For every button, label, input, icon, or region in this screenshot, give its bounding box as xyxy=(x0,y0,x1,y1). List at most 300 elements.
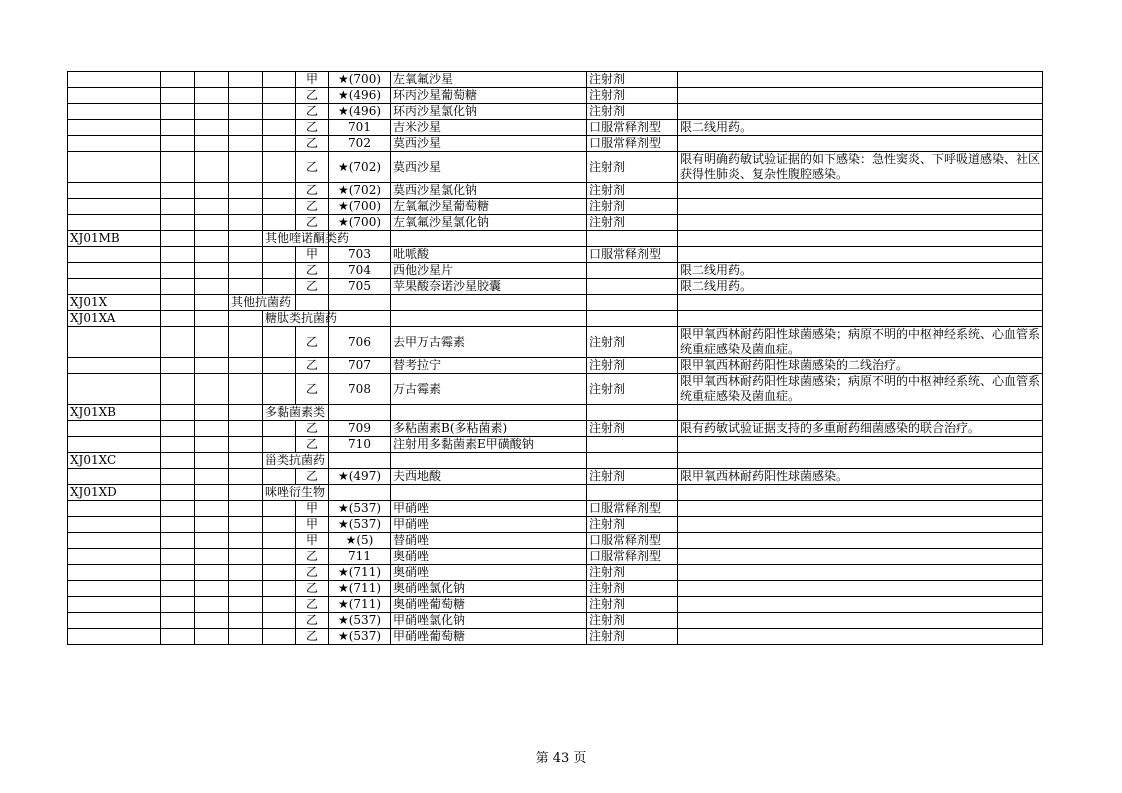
spacer-cell xyxy=(161,136,195,152)
drug-number: ★(702) xyxy=(329,183,391,199)
insurance-category: 乙 xyxy=(296,565,329,581)
dosage-form: 口服常释剂型 xyxy=(587,501,678,517)
drug-number: 707 xyxy=(329,358,391,374)
code-cell xyxy=(68,421,161,437)
remark xyxy=(678,88,1043,104)
spacer-cell xyxy=(391,231,587,247)
drug-row xyxy=(68,437,1043,453)
spacer-cell xyxy=(195,629,229,645)
spacer-cell xyxy=(161,72,195,88)
code-cell xyxy=(68,533,161,549)
drug-row xyxy=(68,247,1043,263)
insurance-category: 乙 xyxy=(296,581,329,597)
spacer-cell xyxy=(161,295,195,311)
drug-number: 704 xyxy=(329,263,391,279)
remark xyxy=(678,565,1043,581)
drug-row xyxy=(68,421,1043,437)
category-row xyxy=(68,453,1043,469)
code-cell xyxy=(68,263,161,279)
spacer-cell xyxy=(195,231,229,247)
spacer-cell xyxy=(229,374,263,405)
code-cell xyxy=(68,613,161,629)
spacer-cell xyxy=(229,152,263,183)
drug-row xyxy=(68,183,1043,199)
spacer-cell xyxy=(391,405,587,421)
spacer-cell xyxy=(229,501,263,517)
code-cell xyxy=(68,120,161,136)
dosage-form xyxy=(587,279,678,295)
insurance-category: 甲 xyxy=(296,517,329,533)
dosage-form: 注射剂 xyxy=(587,374,678,405)
spacer-cell xyxy=(195,517,229,533)
dosage-form: 注射剂 xyxy=(587,629,678,645)
spacer-cell xyxy=(587,231,678,247)
code-cell xyxy=(68,152,161,183)
remark xyxy=(678,629,1043,645)
drug-row xyxy=(68,199,1043,215)
category-label: 其他喹诺酮类药 xyxy=(263,231,329,247)
remark: 限二线用药。 xyxy=(678,120,1043,136)
spacer-cell xyxy=(195,247,229,263)
insurance-category: 乙 xyxy=(296,88,329,104)
remark: 限有明确药敏试验证据的如下感染：急性窦炎、下呼吸道感染、社区获得性肺炎、复杂性腹腔感染。 xyxy=(678,152,1043,183)
spacer-cell xyxy=(161,311,195,327)
drug-row xyxy=(68,581,1043,597)
remark: 限二线用药。 xyxy=(678,279,1043,295)
spacer-cell xyxy=(678,405,1043,421)
insurance-category: 乙 xyxy=(296,629,329,645)
insurance-category: 乙 xyxy=(296,183,329,199)
dosage-form: 注射剂 xyxy=(587,104,678,120)
code-cell xyxy=(68,88,161,104)
spacer-cell xyxy=(195,88,229,104)
drug-name: 甲硝唑氯化钠 xyxy=(391,613,587,629)
remark xyxy=(678,533,1043,549)
remark xyxy=(678,199,1043,215)
spacer-cell xyxy=(587,311,678,327)
drug-number: ★(537) xyxy=(329,517,391,533)
drug-name: 左氧氟沙星氯化钠 xyxy=(391,215,587,231)
code-cell xyxy=(68,581,161,597)
spacer-cell xyxy=(263,517,296,533)
spacer-cell xyxy=(329,485,391,501)
drug-row xyxy=(68,104,1043,120)
spacer-cell xyxy=(678,231,1043,247)
spacer-cell xyxy=(229,88,263,104)
spacer-cell xyxy=(195,533,229,549)
remark xyxy=(678,437,1043,453)
spacer-cell xyxy=(229,311,263,327)
drug-number: ★(537) xyxy=(329,629,391,645)
drug-catalog-table xyxy=(67,71,1043,645)
spacer-cell xyxy=(161,501,195,517)
spacer-cell xyxy=(229,581,263,597)
spacer-cell xyxy=(229,405,263,421)
spacer-cell xyxy=(195,501,229,517)
spacer-cell xyxy=(587,405,678,421)
remark xyxy=(678,581,1043,597)
drug-number: 705 xyxy=(329,279,391,295)
spacer-cell xyxy=(195,72,229,88)
spacer-cell xyxy=(229,279,263,295)
spacer-cell xyxy=(229,358,263,374)
spacer-cell xyxy=(263,565,296,581)
insurance-category: 乙 xyxy=(296,437,329,453)
drug-name: 吉米沙星 xyxy=(391,120,587,136)
spacer-cell xyxy=(229,247,263,263)
spacer-cell xyxy=(263,581,296,597)
spacer-cell xyxy=(229,120,263,136)
dosage-form: 口服常释剂型 xyxy=(587,120,678,136)
remark xyxy=(678,72,1043,88)
spacer-cell xyxy=(229,327,263,358)
dosage-form: 注射剂 xyxy=(587,215,678,231)
drug-name: 去甲万古霉素 xyxy=(391,327,587,358)
dosage-form: 注射剂 xyxy=(587,613,678,629)
spacer-cell xyxy=(229,215,263,231)
drug-number: ★(700) xyxy=(329,215,391,231)
spacer-cell xyxy=(229,183,263,199)
spacer-cell xyxy=(195,565,229,581)
spacer-cell xyxy=(229,533,263,549)
code-cell xyxy=(68,597,161,613)
remark xyxy=(678,104,1043,120)
spacer-cell xyxy=(195,183,229,199)
spacer-cell xyxy=(229,613,263,629)
dosage-form: 注射剂 xyxy=(587,565,678,581)
spacer-cell xyxy=(195,104,229,120)
insurance-category: 乙 xyxy=(296,374,329,405)
spacer-cell xyxy=(195,613,229,629)
category-label: 甾类抗菌药 xyxy=(263,453,329,469)
dosage-form: 注射剂 xyxy=(587,327,678,358)
category-code: XJ01MB xyxy=(68,231,161,247)
spacer-cell xyxy=(195,581,229,597)
spacer-cell xyxy=(161,358,195,374)
dosage-form: 注射剂 xyxy=(587,72,678,88)
drug-row xyxy=(68,88,1043,104)
code-cell xyxy=(68,199,161,215)
spacer-cell xyxy=(161,581,195,597)
insurance-category: 乙 xyxy=(296,549,329,565)
drug-number: ★(496) xyxy=(329,104,391,120)
spacer-cell xyxy=(678,485,1043,501)
code-cell xyxy=(68,501,161,517)
dosage-form xyxy=(587,263,678,279)
insurance-category: 乙 xyxy=(296,215,329,231)
spacer-cell xyxy=(587,453,678,469)
insurance-category: 乙 xyxy=(296,104,329,120)
remark xyxy=(678,549,1043,565)
spacer-cell xyxy=(161,533,195,549)
spacer-cell xyxy=(229,199,263,215)
dosage-form: 注射剂 xyxy=(587,88,678,104)
code-cell xyxy=(68,358,161,374)
code-cell xyxy=(68,517,161,533)
spacer-cell xyxy=(161,215,195,231)
code-cell xyxy=(68,565,161,581)
spacer-cell xyxy=(263,279,296,295)
spacer-cell xyxy=(263,358,296,374)
code-cell xyxy=(68,549,161,565)
spacer-cell xyxy=(229,453,263,469)
drug-row xyxy=(68,533,1043,549)
spacer-cell xyxy=(678,295,1043,311)
drug-row xyxy=(68,120,1043,136)
drug-row xyxy=(68,469,1043,485)
drug-number: ★(711) xyxy=(329,565,391,581)
insurance-category: 甲 xyxy=(296,247,329,263)
drug-name: 奥硝唑氯化钠 xyxy=(391,581,587,597)
spacer-cell xyxy=(263,136,296,152)
remark xyxy=(678,136,1043,152)
dosage-form: 注射剂 xyxy=(587,199,678,215)
remark xyxy=(678,183,1043,199)
drug-row xyxy=(68,629,1043,645)
spacer-cell xyxy=(229,549,263,565)
spacer-cell xyxy=(195,597,229,613)
spacer-cell xyxy=(195,327,229,358)
drug-name: 甲硝唑 xyxy=(391,501,587,517)
spacer-cell xyxy=(195,311,229,327)
spacer-cell xyxy=(678,453,1043,469)
spacer-cell xyxy=(195,199,229,215)
code-cell xyxy=(68,629,161,645)
spacer-cell xyxy=(161,613,195,629)
spacer-cell xyxy=(263,263,296,279)
dosage-form: 注射剂 xyxy=(587,183,678,199)
spacer-cell xyxy=(391,485,587,501)
spacer-cell xyxy=(161,453,195,469)
dosage-form: 注射剂 xyxy=(587,597,678,613)
category-code: XJ01XB xyxy=(68,405,161,421)
category-row xyxy=(68,405,1043,421)
drug-row xyxy=(68,565,1043,581)
drug-number: ★(497) xyxy=(329,469,391,485)
drug-row xyxy=(68,215,1043,231)
category-row xyxy=(68,485,1043,501)
insurance-category: 乙 xyxy=(296,421,329,437)
spacer-cell xyxy=(229,629,263,645)
category-label: 其他抗菌药 xyxy=(229,295,296,311)
spacer-cell xyxy=(161,597,195,613)
spacer-cell xyxy=(195,136,229,152)
spacer-cell xyxy=(161,517,195,533)
drug-name: 夫西地酸 xyxy=(391,469,587,485)
spacer-cell xyxy=(296,295,329,311)
spacer-cell xyxy=(229,263,263,279)
remark xyxy=(678,613,1043,629)
drug-name: 环丙沙星葡萄糖 xyxy=(391,88,587,104)
spacer-cell xyxy=(229,136,263,152)
spacer-cell xyxy=(195,485,229,501)
spacer-cell xyxy=(161,120,195,136)
spacer-cell xyxy=(229,565,263,581)
spacer-cell xyxy=(263,199,296,215)
spacer-cell xyxy=(161,152,195,183)
code-cell xyxy=(68,104,161,120)
spacer-cell xyxy=(195,215,229,231)
remark: 限有药敏试验证据支持的多重耐药细菌感染的联合治疗。 xyxy=(678,421,1043,437)
drug-number: ★(702) xyxy=(329,152,391,183)
spacer-cell xyxy=(229,469,263,485)
drug-name: 莫西沙星 xyxy=(391,152,587,183)
insurance-category: 甲 xyxy=(296,72,329,88)
spacer-cell xyxy=(195,549,229,565)
remark xyxy=(678,247,1043,263)
drug-number: 706 xyxy=(329,327,391,358)
spacer-cell xyxy=(263,72,296,88)
spacer-cell xyxy=(161,485,195,501)
dosage-form xyxy=(587,437,678,453)
drug-number: ★(496) xyxy=(329,88,391,104)
page-number: 第 43 页 xyxy=(535,751,587,766)
drug-number: ★(711) xyxy=(329,581,391,597)
drug-number: ★(700) xyxy=(329,199,391,215)
drug-name: 多粘菌素B(多粘菌素) xyxy=(391,421,587,437)
remark xyxy=(678,597,1043,613)
spacer-cell xyxy=(161,263,195,279)
spacer-cell xyxy=(161,88,195,104)
drug-row xyxy=(68,152,1043,183)
spacer-cell xyxy=(263,421,296,437)
drug-row xyxy=(68,501,1043,517)
drug-name: 注射用多黏菌素E甲磺酸钠 xyxy=(391,437,587,453)
insurance-category: 乙 xyxy=(296,136,329,152)
spacer-cell xyxy=(263,327,296,358)
drug-name: 苹果酸奈诺沙星胶囊 xyxy=(391,279,587,295)
spacer-cell xyxy=(263,501,296,517)
spacer-cell xyxy=(195,279,229,295)
table-body xyxy=(68,72,1043,645)
category-code: XJ01XC xyxy=(68,453,161,469)
spacer-cell xyxy=(161,469,195,485)
dosage-form: 注射剂 xyxy=(587,152,678,183)
insurance-category: 乙 xyxy=(296,263,329,279)
spacer-cell xyxy=(229,72,263,88)
drug-row xyxy=(68,374,1043,405)
drug-number: 701 xyxy=(329,120,391,136)
drug-number: 710 xyxy=(329,437,391,453)
drug-row xyxy=(68,597,1043,613)
drug-row xyxy=(68,549,1043,565)
spacer-cell xyxy=(263,247,296,263)
category-label: 多黏菌素类 xyxy=(263,405,329,421)
insurance-category: 乙 xyxy=(296,469,329,485)
code-cell xyxy=(68,183,161,199)
drug-number: 702 xyxy=(329,136,391,152)
spacer-cell xyxy=(161,374,195,405)
spacer-cell xyxy=(195,437,229,453)
spacer-cell xyxy=(391,311,587,327)
category-row xyxy=(68,231,1043,247)
drug-name: 奥硝唑葡萄糖 xyxy=(391,597,587,613)
drug-name: 替考拉宁 xyxy=(391,358,587,374)
dosage-form: 口服常释剂型 xyxy=(587,136,678,152)
drug-number: ★(537) xyxy=(329,501,391,517)
spacer-cell xyxy=(263,183,296,199)
drug-number: 708 xyxy=(329,374,391,405)
drug-name: 吡哌酸 xyxy=(391,247,587,263)
drug-name: 万古霉素 xyxy=(391,374,587,405)
spacer-cell xyxy=(263,120,296,136)
code-cell xyxy=(68,469,161,485)
dosage-form: 注射剂 xyxy=(587,421,678,437)
category-code: XJ01XD xyxy=(68,485,161,501)
drug-name: 奥硝唑 xyxy=(391,565,587,581)
spacer-cell xyxy=(329,405,391,421)
spacer-cell xyxy=(195,358,229,374)
code-cell xyxy=(68,72,161,88)
spacer-cell xyxy=(263,88,296,104)
drug-name: 替硝唑 xyxy=(391,533,587,549)
remark: 限甲氧西林耐药阳性球菌感染；病原不明的中枢神经系统、心血管系统重症感染及菌血症。 xyxy=(678,327,1043,358)
drug-number: 709 xyxy=(329,421,391,437)
spacer-cell xyxy=(263,549,296,565)
drug-row xyxy=(68,358,1043,374)
remark xyxy=(678,501,1043,517)
drug-number: ★(5) xyxy=(329,533,391,549)
spacer-cell xyxy=(229,597,263,613)
drug-number: ★(537) xyxy=(329,613,391,629)
spacer-cell xyxy=(161,629,195,645)
spacer-cell xyxy=(263,215,296,231)
spacer-cell xyxy=(161,421,195,437)
drug-name: 左氧氟沙星 xyxy=(391,72,587,88)
insurance-category: 乙 xyxy=(296,279,329,295)
spacer-cell xyxy=(195,453,229,469)
insurance-category: 乙 xyxy=(296,152,329,183)
remark: 限甲氧西林耐药阳性球菌感染。 xyxy=(678,469,1043,485)
spacer-cell xyxy=(195,120,229,136)
drug-name: 环丙沙星氯化钠 xyxy=(391,104,587,120)
drug-row xyxy=(68,327,1043,358)
dosage-form: 口服常释剂型 xyxy=(587,549,678,565)
spacer-cell xyxy=(161,405,195,421)
spacer-cell xyxy=(161,565,195,581)
remark xyxy=(678,215,1043,231)
spacer-cell xyxy=(391,295,587,311)
spacer-cell xyxy=(229,104,263,120)
spacer-cell xyxy=(161,549,195,565)
spacer-cell xyxy=(161,231,195,247)
spacer-cell xyxy=(161,327,195,358)
insurance-category: 乙 xyxy=(296,358,329,374)
insurance-category: 乙 xyxy=(296,120,329,136)
category-label: 咪唑衍生物 xyxy=(263,485,329,501)
spacer-cell xyxy=(229,437,263,453)
insurance-category: 乙 xyxy=(296,597,329,613)
spacer-cell xyxy=(161,437,195,453)
spacer-cell xyxy=(263,533,296,549)
drug-number: 711 xyxy=(329,549,391,565)
spacer-cell xyxy=(329,311,391,327)
category-code: XJ01XA xyxy=(68,311,161,327)
insurance-category: 乙 xyxy=(296,199,329,215)
spacer-cell xyxy=(229,485,263,501)
spacer-cell xyxy=(229,421,263,437)
dosage-form: 口服常释剂型 xyxy=(587,247,678,263)
drug-number: ★(700) xyxy=(329,72,391,88)
spacer-cell xyxy=(161,104,195,120)
drug-row xyxy=(68,72,1043,88)
spacer-cell xyxy=(195,152,229,183)
spacer-cell xyxy=(229,517,263,533)
spacer-cell xyxy=(161,247,195,263)
code-cell xyxy=(68,374,161,405)
spacer-cell xyxy=(587,485,678,501)
spacer-cell xyxy=(263,152,296,183)
